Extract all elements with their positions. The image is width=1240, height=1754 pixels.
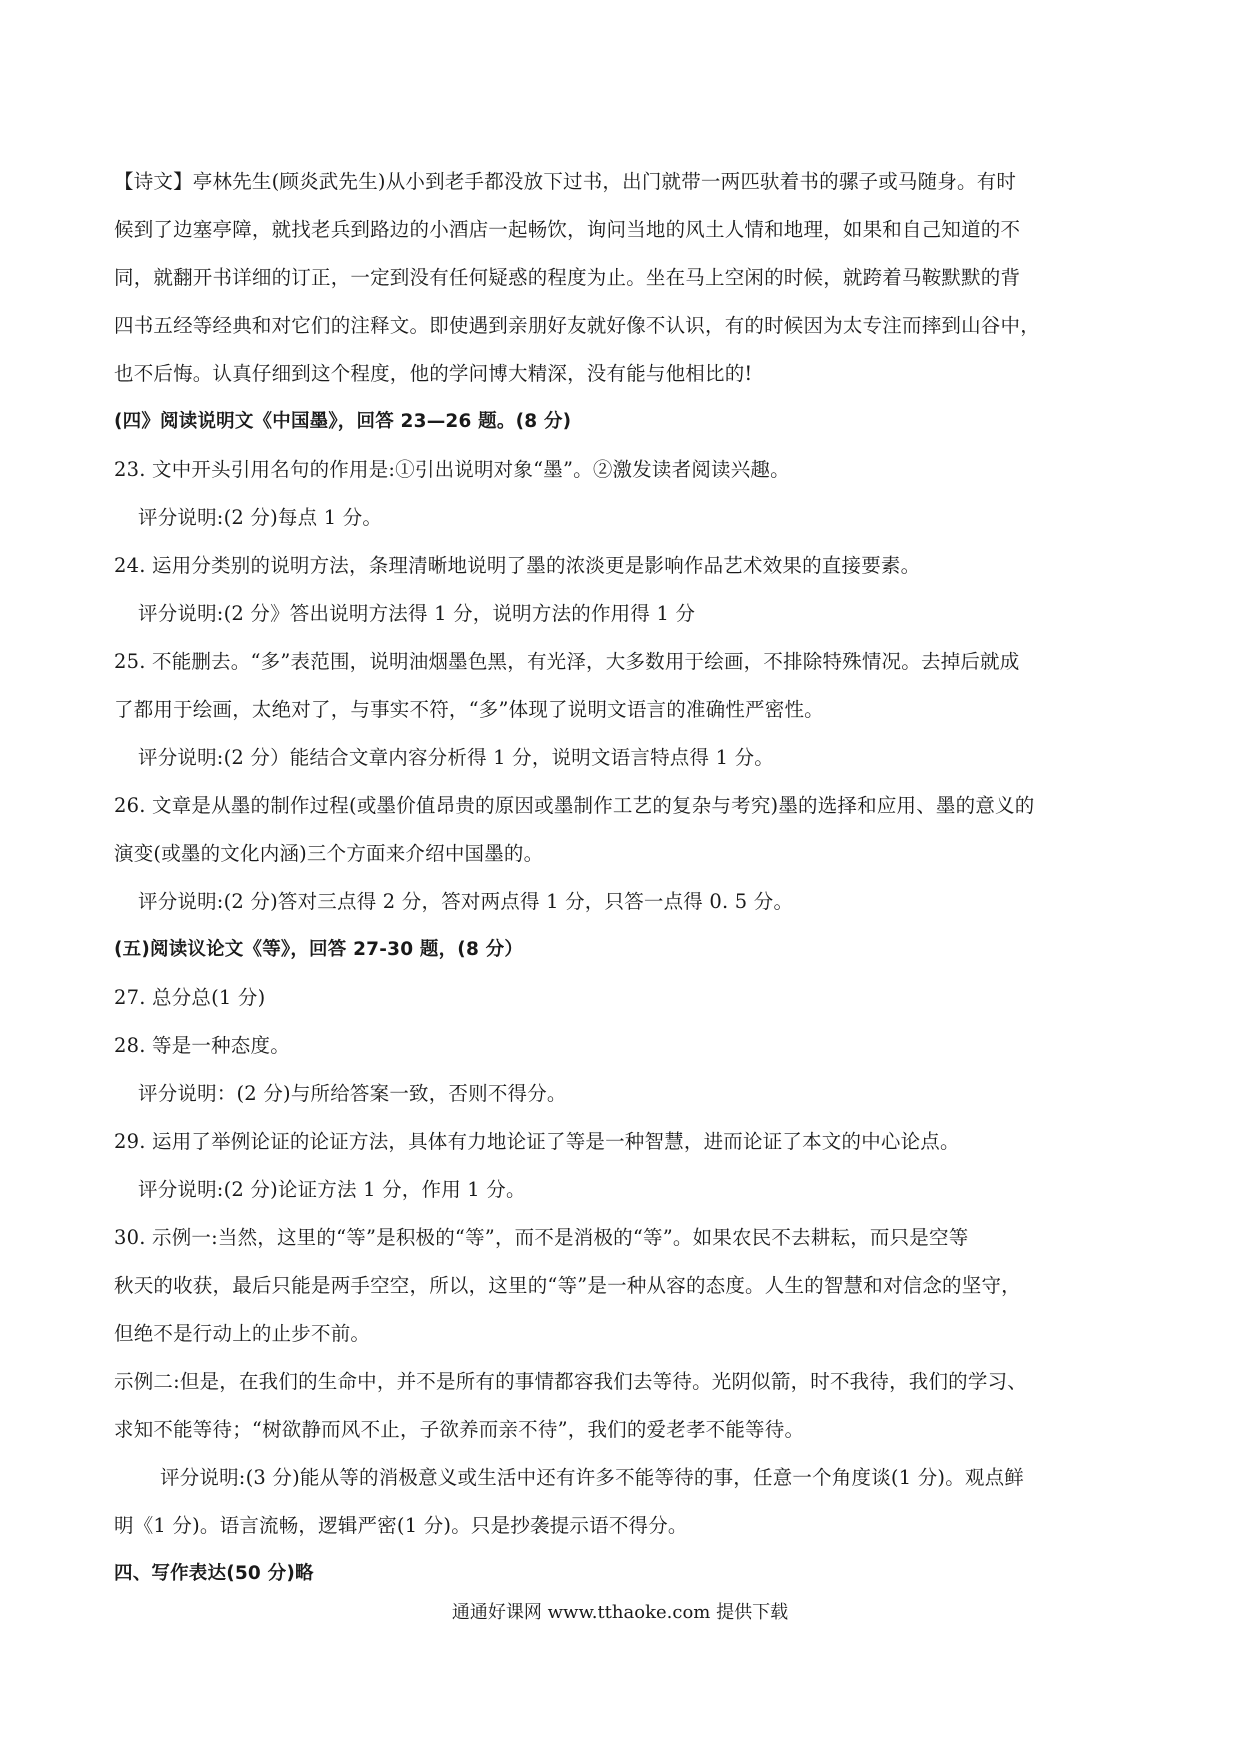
answer-content [114,158,1134,1598]
q30-scoring-note: 评分说明:(3 分)能从等的消极意义或生活中还有许多不能等待的事，任意一个角度谈(1 分)。观点鲜 [160,1466,1025,1489]
q28-scoring-note: 评分说明：(2 分)与所给答案一致，否则不得分。 [138,1082,567,1105]
q29-scoring-note: 评分说明:(2 分)论证方法 1 分，作用 1 分。 [138,1178,526,1201]
q30-example-two: 示例二:但是，在我们的生命中，并不是所有的事情都容我们去等待。光阴似箭，时不我待，我们的学习、 [114,1370,1027,1393]
q24-answer: 24. 运用分类别的说明方法，条理清晰地说明了墨的浓淡更是影响作品艺术效果的直接要素。 [114,554,921,577]
poem-translation-line: 也不后悔。认真仔细到这个程度，他的学问博大精深，没有能与他相比的! [114,362,753,385]
q26-answer-cont: 演变(或墨的文化内涵)三个方面来介绍中国墨的。 [114,842,544,865]
q30-answer: 30. 示例一:当然，这里的“等”是积极的“等”，而不是消极的“等”。如果农民不去耕耘，而只是空等 [114,1226,969,1249]
q23-scoring-note: 评分说明:(2 分)每点 1 分。 [138,506,383,529]
poem-translation-line: 同，就翻开书详细的订正，一定到没有任何疑惑的程度为止。坐在马上空闲的时候，就跨着马鞍默默的背 [114,266,1021,289]
q24-scoring-note: 评分说明:(2 分》答出说明方法得 1 分，说明方法的作用得 1 分 [138,602,696,625]
poem-translation-line: 候到了边塞亭障，就找老兵到路边的小酒店一起畅饮，询问当地的风土人情和地理，如果和自己知道的不 [114,218,1021,241]
q27-answer: 27. 总分总(1 分) [114,986,266,1009]
section5-heading: (五)阅读议论文《等》，回答 27-30 题，(8 分） [114,939,524,960]
download-source-footer: 通通好课网 www.tthaoke.com 提供下载 [451,1602,789,1623]
q26-scoring-note: 评分说明:(2 分)答对三点得 2 分，答对两点得 1 分，只答一点得 0. 5 分。 [138,890,794,913]
q25-answer: 25. 不能删去。“多”表范围，说明油烟墨色黑，有光泽，大多数用于绘画，不排除特殊情况。去掉后就成 [114,650,1020,673]
q26-answer: 26. 文章是从墨的制作过程(或墨价值昂贵的原因或墨制作工艺的复杂与考究)墨的选择和应用、墨的意义的 [114,794,1035,817]
q29-answer: 29. 运用了举例论证的论证方法，具体有力地论证了等是一种智慧，进而论证了本文的中心论点。 [114,1130,960,1153]
q28-answer: 28. 等是一种态度。 [114,1034,290,1057]
q30-answer-cont: 秋天的收获，最后只能是两手空空，所以，这里的“等”是一种从容的态度。人生的智慧和对信念的坚守， [114,1274,1021,1297]
q25-scoring-note: 评分说明:(2 分）能结合文章内容分析得 1 分，说明文语言特点得 1 分。 [138,746,774,769]
section4-heading: (四》阅读说明文《中国墨》，回答 23—26 题。(8 分) [114,411,572,432]
writing-section-heading: 四、写作表达(50 分)略 [114,1563,314,1584]
q30-scoring-note-cont: 明《1 分)。语言流畅，逻辑严密(1 分)。只是抄袭提示语不得分。 [114,1514,688,1537]
q25-answer-cont: 了都用于绘画，太绝对了，与事实不符，“多”体现了说明文语言的准确性严密性。 [114,698,824,721]
q30-answer-cont: 但绝不是行动上的止步不前。 [114,1322,371,1345]
poem-translation-line: 【诗文】亭林先生(顾炎武先生)从小到老手都没放下过书，出门就带一两匹驮着书的骡子或马随身。有时 [114,170,1017,193]
poem-translation-line: 四书五经等经典和对它们的注释文。即使遇到亲朋好友就好像不认识，有的时候因为太专注而摔到山谷中， [114,314,1040,337]
q30-example-two-cont: 求知不能等待；“树欲静而风不止，子欲养而亲不待”，我们的爱老孝不能等待。 [114,1418,805,1441]
q23-answer: 23. 文中开头引用名句的作用是:①引出说明对象“墨”。②激发读者阅读兴趣。 [114,458,790,481]
